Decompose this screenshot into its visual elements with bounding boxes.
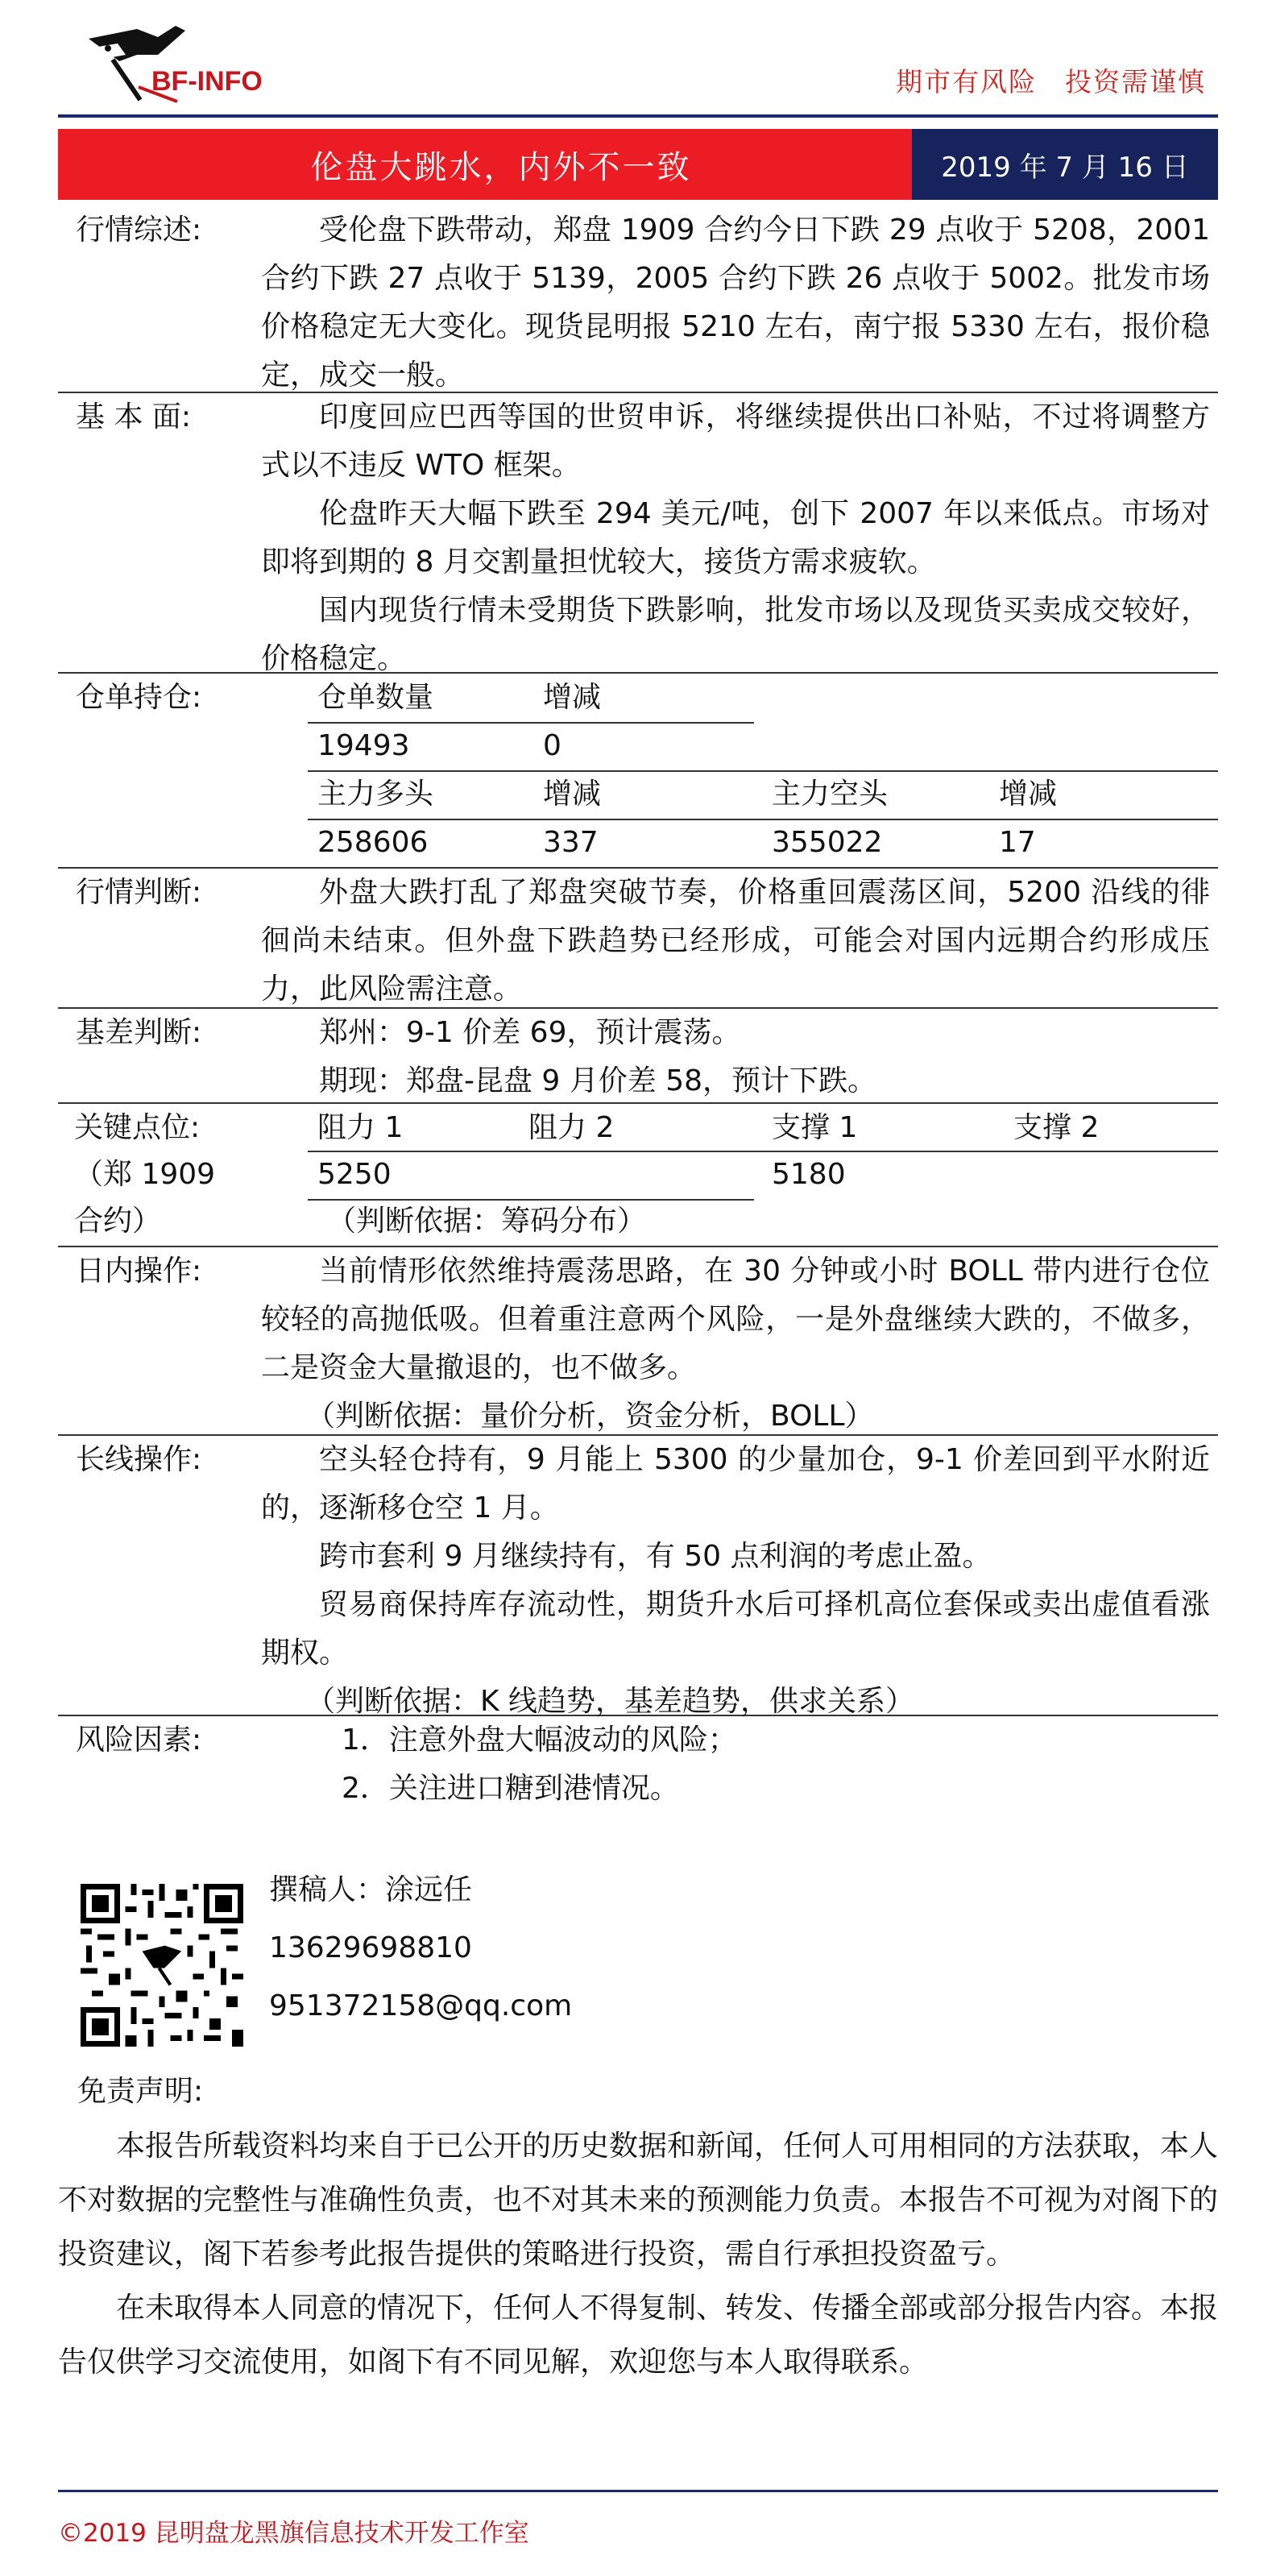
- basis-note: （判断依据：K 线趋势，基差趋势，供求关系）: [306, 1685, 915, 1718]
- copyright: ©2019 昆明盘龙黑旗信息技术开发工作室: [58, 2519, 529, 2548]
- basis-line: 期现：郑盘-昆盘 9 月价差 58，预计下跌。: [319, 1064, 877, 1097]
- table-header: 主力空头: [772, 778, 889, 811]
- longterm-paragraph: 贸易商保持库存流动性，期货升水后可择机高位套保或卖出虚值看涨期权。: [261, 1588, 1210, 1670]
- disclaimer: [58, 2119, 1218, 2389]
- header-rule: [58, 114, 1218, 118]
- table-header: 增减: [543, 778, 602, 811]
- table-header: 支撑 2: [1013, 1111, 1100, 1144]
- fundamentals-paragraph: 印度回应巴西等国的世贸申诉，将继续提供出口补贴，不过将调整方式以不违反 WTO 框架。: [261, 400, 1210, 482]
- qr-code-icon: [81, 1884, 243, 2047]
- section-label: 长线操作:: [76, 1443, 202, 1476]
- section-label: 风险因素:: [76, 1724, 202, 1757]
- table-cell: 19493: [317, 729, 410, 762]
- table-header: 支撑 1: [772, 1111, 858, 1144]
- table-cell: 355022: [772, 826, 883, 859]
- section-label: 基 本 面:: [76, 400, 192, 433]
- section-warehouse: [58, 674, 1218, 869]
- disclaimer-paragraph: 在未取得本人同意的情况下，任何人不得复制、转发、传播全部或部分报告内容。本报告仅供学习交流使用，如阁下有不同见解，欢迎您与本人取得联系。: [58, 2292, 1219, 2379]
- title-banner-red: [58, 129, 912, 200]
- warehouse-table: [259, 674, 1210, 867]
- section-overview: [58, 201, 1218, 393]
- table-divider: [308, 1151, 1218, 1152]
- fundamentals-paragraph: 伦盘昨天大幅下跌至 294 美元/吨，创下 2007 年以来低点。市场对即将到期的 8 月交割量担忧较大，接货方需求疲软。: [261, 497, 1210, 579]
- basis-note: （判断依据：量价分析，资金分析，BOLL）: [306, 1400, 874, 1433]
- section-longterm: [58, 1436, 1218, 1716]
- table-cell: 0: [543, 729, 561, 762]
- table-divider: [308, 819, 1218, 820]
- author-phone: 13629698810: [269, 1931, 472, 1964]
- footer-rule: [58, 2490, 1218, 2492]
- fundamentals-paragraph: 国内现货行情未受期货下跌影响，批发市场以及现货买卖成交较好，价格稳定。: [261, 594, 1210, 675]
- section-label-sub: （郑 1909: [74, 1158, 216, 1191]
- disclaimer-paragraph: 本报告所载资料均来自于已公开的历史数据和新闻，任何人可用相同的方法获取，本人不对数据的完整性与准确性负责，也不对其未来的预测能力负责。本报告不可视为对阁下的投资建议，阁下若参考此报告提供的策略进行投资，需自行承担投资盈亏。: [58, 2130, 1219, 2271]
- section-label: 基差判断:: [76, 1016, 202, 1049]
- table-cell: 5180: [772, 1158, 846, 1191]
- report-date: 2019 年 7 月 16 日: [941, 151, 1189, 184]
- table-header: 增减: [999, 778, 1058, 811]
- section-intraday: [58, 1247, 1218, 1436]
- overview-paragraph: 受伦盘下跌带动，郑盘 1909 合约今日下跌 29 点收于 5208，2001 合约下跌 27 点收于 5139，2005 合约下跌 26 点收于 5002。批发市场价格稳定无大变化。现货昆明报 5210 左右，南宁报 5330 左右，报价稳定，成交一般。: [261, 214, 1210, 392]
- table-cell: 17: [999, 826, 1036, 859]
- basis-line: 郑州：9-1 价差 69，预计震荡。: [319, 1016, 741, 1049]
- table-cell: 5250: [317, 1158, 392, 1191]
- table-cell: 258606: [317, 826, 429, 859]
- section-label: 日内操作:: [76, 1255, 202, 1288]
- risk-item: 2．关注进口糖到港情况。: [342, 1772, 679, 1805]
- date-banner: [912, 129, 1218, 200]
- section-judgement: [58, 869, 1218, 1009]
- section-keylevels: [58, 1104, 1218, 1247]
- section-label: 行情综述:: [76, 214, 202, 247]
- longterm-paragraph: 空头轻仓持有，9 月能上 5300 的少量加仓，9-1 价差回到平水附近的，逐渐移仓空 1 月。: [261, 1443, 1210, 1524]
- longterm-paragraph: 跨市套利 9 月继续持有，有 50 点利润的考虑止盈。: [319, 1540, 992, 1573]
- author-name: 撰稿人：涂远任: [269, 1873, 473, 1906]
- section-fundamentals: [58, 393, 1218, 674]
- table-header: 增减: [543, 681, 602, 714]
- logo-text: BF-INFO: [151, 66, 263, 97]
- title-banner: [58, 129, 1218, 200]
- basis-note: （判断依据：筹码分布）: [327, 1205, 647, 1238]
- table-header: 阻力 2: [528, 1111, 615, 1144]
- disclaimer-title: 免责声明:: [77, 2075, 204, 2108]
- table-cell: 337: [543, 826, 599, 859]
- table-header: 主力多头: [317, 778, 434, 811]
- section-risk: [58, 1716, 1218, 1813]
- slogan: 期市有风险 投资需谨慎: [896, 66, 1206, 97]
- author-email[interactable]: 951372158@qq.com: [269, 1989, 573, 2022]
- judgement-paragraph: 外盘大跌打乱了郑盘突破节奏，价格重回震荡区间，5200 沿线的徘徊尚未结束。但外盘下跌趋势已经形成，可能会对国内远期合约形成压力，此风险需注意。: [261, 876, 1210, 1006]
- table-header: 仓单数量: [317, 681, 434, 714]
- section-label: 行情判断:: [76, 876, 202, 909]
- keylevels-table: [259, 1104, 1210, 1246]
- table-divider: [308, 770, 1218, 772]
- section-label-sub: 合约）: [74, 1205, 162, 1238]
- section-label: 仓单持仓:: [76, 681, 202, 714]
- section-basis: [58, 1009, 1218, 1104]
- table-header: 阻力 1: [317, 1111, 404, 1144]
- risk-item: 1．注意外盘大幅波动的风险；: [342, 1724, 737, 1757]
- report-title: 伦盘大跳水，内外不一致: [310, 148, 692, 186]
- intraday-paragraph: 当前情形依然维持震荡思路，在 30 分钟或小时 BOLL 带内进行仓位较轻的高抛低吸。但着重注意两个风险，一是外盘继续大跌的，不做多，二是资金大量撤退的，也不做多。: [261, 1255, 1210, 1384]
- section-label: 关键点位:: [74, 1111, 201, 1144]
